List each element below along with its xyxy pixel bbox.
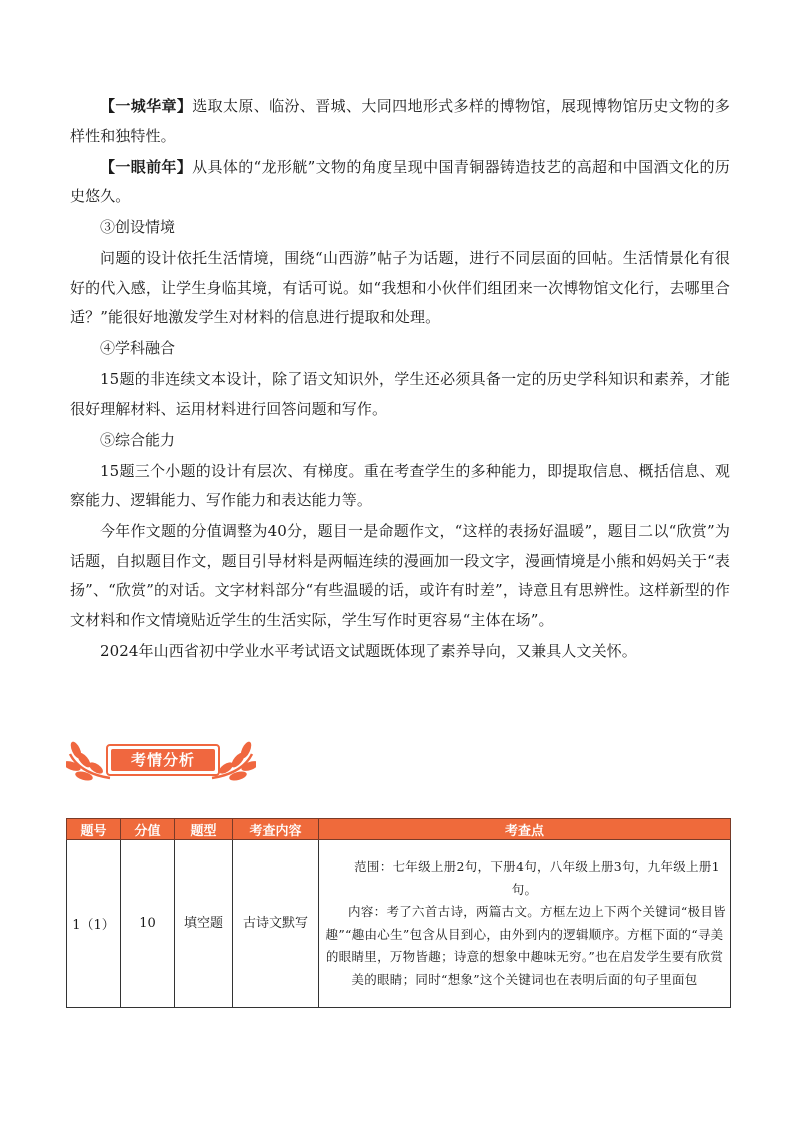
header-type: 题型 (175, 819, 233, 840)
header-number: 题号 (67, 819, 121, 840)
heading-integration: ④学科融合 (100, 339, 176, 357)
paragraph-text: 选取太原、临汾、晋城、大同四地形式多样的博物馆，展现博物馆历史文物的多样性和独特性。 (70, 97, 730, 145)
header-content: 考查内容 (233, 819, 319, 840)
exam-analysis-table (66, 818, 731, 1008)
header-points: 考查点 (319, 819, 731, 840)
paragraph-text: 从具体的“龙形觥”文物的角度呈现中国青铜器铸造技艺的高超和中国酒文化的历史悠久。 (70, 157, 730, 205)
section-banner (66, 736, 256, 786)
cell-type: 填空题 (175, 840, 233, 1008)
paragraph-composition: 今年作文题的分值调整为40分，题目一是命题作文，“这样的表扬好温暖”，题目二以“欣赏”为话题，自拟题目作文，题目引导材料是两幅连续的漫画加一段文字，漫画情境是小熊和妈妈关于“表扬”、“欣赏”的对话。文字材料部分“有些温暖的话，或许有时差”，诗意且有思辨性。这样新型的作文材料和作文情境贴近学生的生活实际，学生写作时更容易“主体在场”。 (70, 522, 730, 629)
paragraph-situation: 问题的设计依托生活情境，围绕“山西游”帖子为话题，进行不同层面的回帖。生活情景化有很好的代入感，让学生身临其境，有话可说。如“我想和小伙伴们组团来一次博物馆文化行，去哪里合适？”能很好地激发学生对材料的信息进行提取和处理。 (70, 249, 730, 326)
tag-yicheng: 【一城华章】 (100, 97, 193, 115)
section-title: 考情分析 (111, 749, 215, 771)
tag-yiyan: 【一眼前年】 (100, 157, 193, 176)
paragraph-ability: 15题三个小题的设计有层次、有梯度。重在考查学生的多种能力，即提取信息、概括信息、观察能力、逻辑能力、写作能力和表达能力等。 (70, 461, 730, 509)
section-title-box (106, 744, 220, 776)
detail-scope: 范围：七年级上册2句，下册4句，八年级上册3句，九年级上册1句。 (354, 859, 720, 897)
header-score: 分值 (121, 819, 175, 840)
paragraph-integration: 15题的非连续文本设计，除了语文知识外，学生还必须具备一定的历史学科知识和素养，才能很好理解材料、运用材料进行回答问题和写作。 (70, 370, 730, 418)
detail-content: 内容：考了六首古诗，两篇古文。方框左边上下两个关键词“极目皆趣”“趣由心生”包含从目到心，由外到内的逻辑顺序。方框下面的“寻美的眼睛里，万物皆趣；诗意的想象中趣味无穷。”也在启发学生要有欣赏美的眼睛；同时“想象”这个关键词也在表明后面的句子里面包 (325, 904, 726, 987)
laurel-right-icon (206, 736, 256, 786)
heading-ability: ⑤综合能力 (100, 430, 176, 449)
cell-score: 10 (121, 840, 175, 1008)
cell-detail (319, 840, 731, 1008)
cell-number: 1（1） (67, 840, 121, 1008)
table-header-row (67, 819, 731, 840)
paragraph-yiyan (70, 153, 730, 212)
heading-situation: ③创设情境 (100, 218, 176, 236)
paragraph-yicheng (70, 92, 730, 151)
paragraph-summary: 2024年山西省初中学业水平考试语文试题既体现了素养导向，又兼具人文关怀。 (100, 641, 637, 660)
table-row (67, 840, 731, 1008)
cell-content: 古诗文默写 (233, 840, 319, 1008)
article-body (70, 92, 730, 668)
